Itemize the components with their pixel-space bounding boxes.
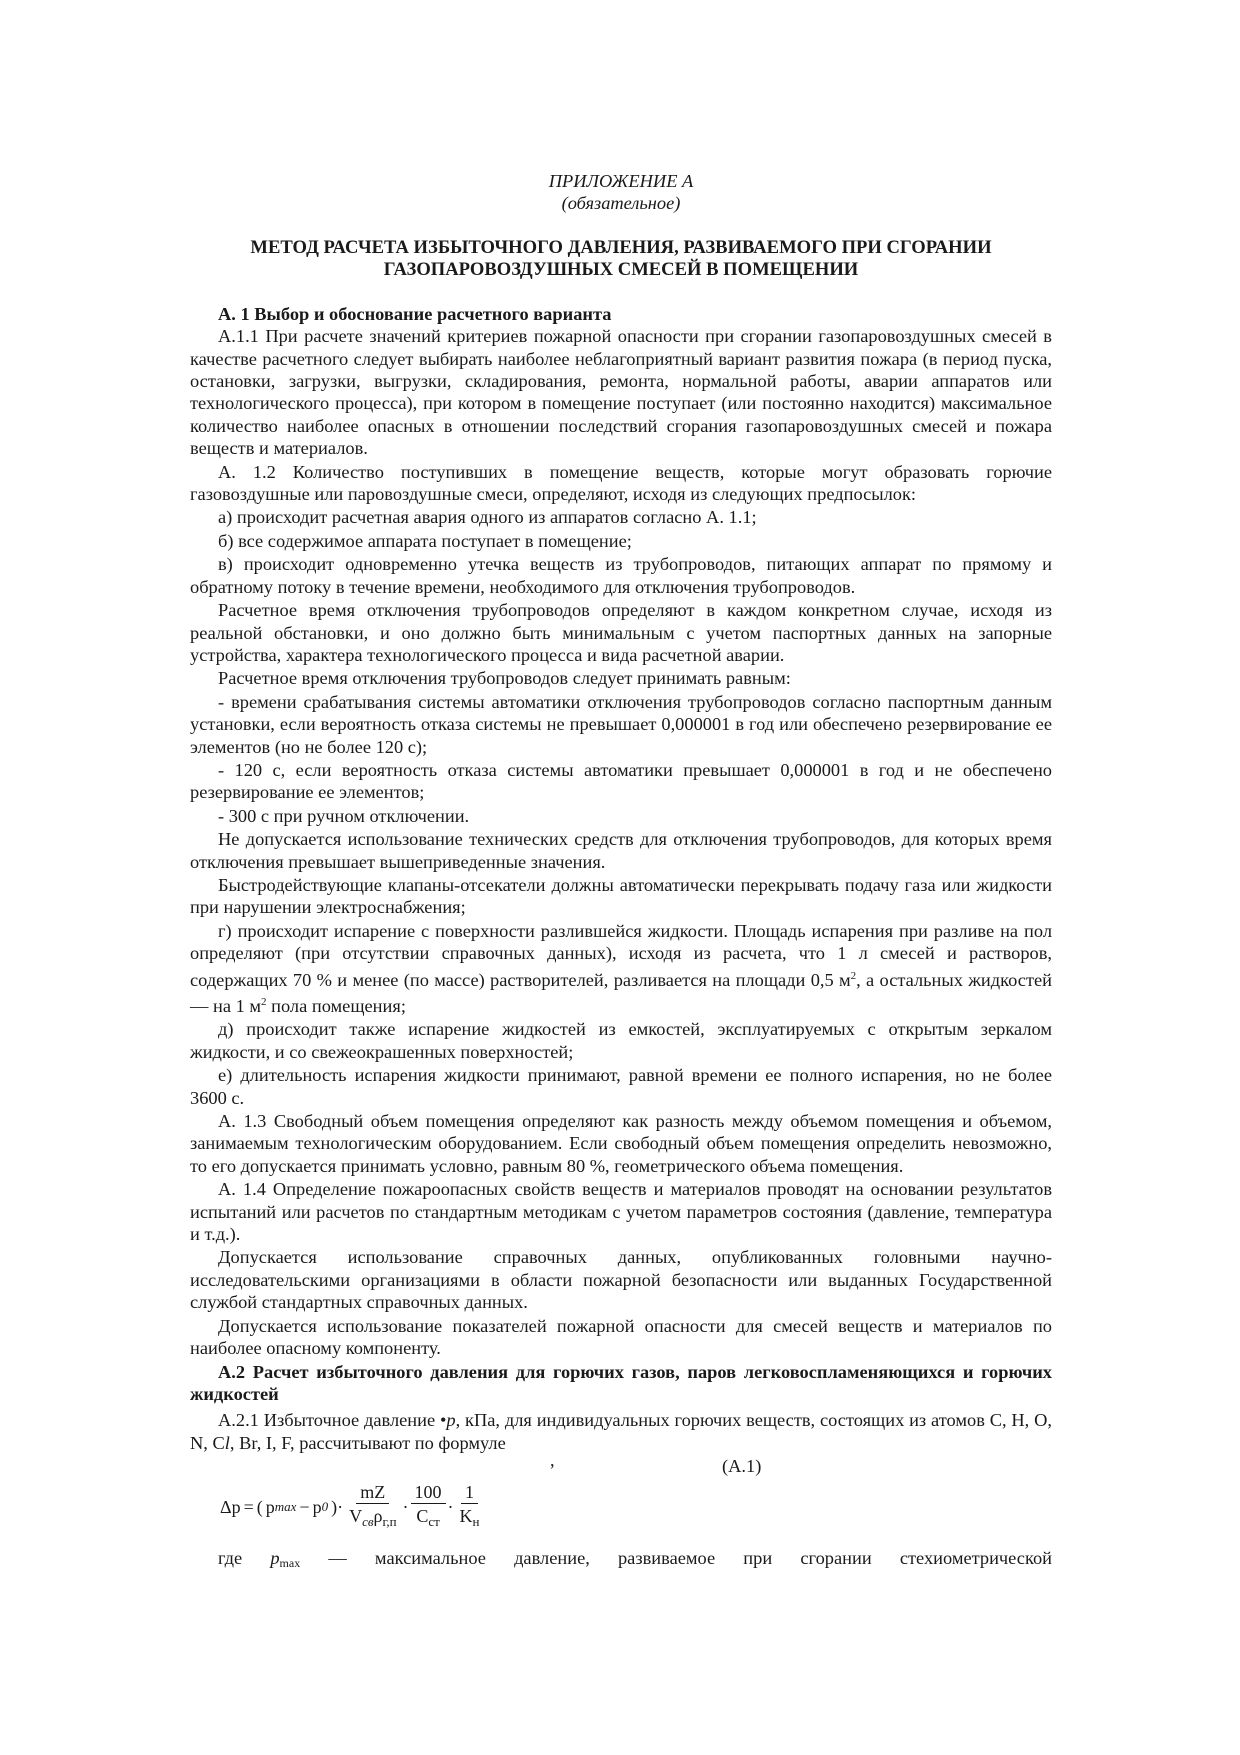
formula-zero: 0 [321,1498,329,1514]
fraction-mz-numerator: mZ [356,1481,389,1504]
paragraph-shutoff-equal: Расчетное время отключения трубопроводов следует принимать равным: [218,668,791,689]
symbol-rho: ρ [373,1505,383,1526]
formula-minus: − [299,1496,310,1517]
fraction-100 [411,1481,446,1534]
fraction-1 [456,1481,484,1534]
paragraph-dash-automatic: - времени срабатывания системы автоматики отключения трубопроводов согласно паспортным данным установки, если вероятность отказа системы не превышает 0,000001 в год или обеспечено резервирование ее элементов (но не более 120 с); [190,691,1052,757]
paragraph-a1-3: А. 1.3 Свободный объем помещения определяют как разность между объемом помещения и объемом, занимаемым технологическим оборудованием. Если свободный объем помещения определить невозможно, то его допускается принимать условно, равным 80 %, геометрического объема помещения. [190,1111,1052,1176]
subscript-st: ст [428,1513,440,1529]
where-subscript-max: max [279,1556,301,1571]
formula-block [190,1450,1052,1547]
symbol-c: C [416,1505,429,1526]
paragraph-reference-data: Допускается использование справочных данных, опубликованных головными научно-исследовательскими организациями в области пожарной безопасности или выданных Государственной службой стандартных справочных данных. [190,1247,1052,1313]
paragraph-dash-300s: - 300 с при ручном отключении. [218,805,470,826]
paragraph-item-g-part2: , а остальных жидкостей — на 1 м [190,969,1052,1016]
paragraph-item-e: е) длительность испарения жидкости принимают, равной времени ее полного испарения, но не более 3600 с. [190,1065,1052,1108]
formula-open-paren: ( [256,1496,263,1517]
symbol-k: K [459,1505,473,1526]
paragraph-mixtures: Допускается использование показателей пожарной опасности для смесей веществ и материалов по наиболее опасному компоненту. [190,1315,1052,1359]
paragraph-dash-120s: - 120 с, если вероятность отказа системы автоматики превышает 0,000001 в год и не обеспечено резервирование ее элементов; [190,759,1052,803]
paragraph-valves: Быстродействующие клапаны-отсекатели должны автоматически перекрывать подачу газа или жидкости при нарушении электроснабжения; [190,874,1052,918]
subscript-sv: св [362,1513,374,1529]
formula-dot-2: · [402,1496,409,1517]
bullet-symbol: • [439,1410,447,1431]
formula-p0: p [312,1496,322,1517]
subscript-n: н [472,1513,480,1529]
paragraph-item-g-part3: пола помещения; [266,996,406,1016]
formula-a1 [220,1477,486,1537]
where-part1: где [218,1548,271,1569]
formula-p: p [265,1496,275,1517]
appendix-title: ПРИЛОЖЕНИЕ А [548,171,694,191]
paragraph-shutoff-time: Расчетное время отключения трубопроводов определяют в каждом конкретном случае, исходя из реальной обстановки, и оно должно быть минимальным с учетом паспортных данных на запорные устройства, характера технологического процесса и вида расчетной аварии. [190,600,1052,665]
where-part2: — максимальное давление, развиваемое при сгорании стехиометрической [300,1548,1053,1569]
fraction-mz-denominator [345,1504,400,1534]
fraction-1-denominator [456,1504,484,1534]
formula-comma: , [550,1450,555,1471]
paragraph-a2-1 [190,1409,1052,1454]
section-a2-heading: А.2 Расчет избыточного давления для горючих газов, паров легковоспламеняющихся и горючих жидкостей [190,1361,1052,1404]
fraction-100-denominator [412,1504,443,1534]
subscript-gp: г,п [382,1513,397,1529]
where-variable-p: p [270,1548,280,1569]
paragraph-item-d: д) происходит также испарение жидкостей из емкостей, эксплуатируемых с открытым зеркалом жидкости, и со свежеокрашенных поверхностей; [190,1019,1052,1062]
paragraph-a1-4: А. 1.4 Определение пожароопасных свойств веществ и материалов проводят на основании результатов испытаний или расчетов по стандартным методикам с учетом параметров состояния (давление, температура и т.д.). [190,1179,1052,1245]
fraction-1-numerator: 1 [461,1481,478,1504]
paragraph-a2-1-part2: , кПа, для индивидуальных горючих веществ, состоящих из атомов С, Н, О, N, C [190,1410,1052,1453]
paragraph-item-b: б) все содержимое аппарата поступает в помещение; [218,530,632,551]
document-page [190,170,1052,1575]
paragraph-not-allowed: Не допускается использование технических средств для отключения трубопроводов, для которых время отключения превышает вышеприведенные значения. [190,829,1052,872]
fraction-mz [345,1481,400,1534]
section-a1-heading: А. 1 Выбор и обоснование расчетного варианта [218,303,612,324]
paragraph-a1-1: А.1.1 При расчете значений критериев пожарной опасности при сгорании газопаровоздушных смесей в качестве расчетного следует выбирать наиболее неблагоприятный вариант развития пожара (в период пуска, остановки, загрузки, выгрузки, складирования, ремонта, нормальной работы, аварии аппаратов или технологического процесса), при котором в помещение поступает (или постоянно находится) максимальное количество наиболее опасных в отношении последствий сгорания газопаровоздушных смесей и пожара веществ и материалов. [190,326,1052,459]
main-heading [190,237,1052,281]
superscript-2-first: 2 [850,969,857,982]
paragraph-a2-1-part3: , Br, I, F, рассчитывают по формуле [229,1432,506,1453]
formula-dot-1: · [337,1496,344,1517]
paragraph-item-g [190,920,1052,1018]
formula-lhs: Δp [220,1496,241,1517]
paragraph-a2-1-part1: А.2.1 Избыточное давление [218,1410,440,1431]
formula-dot-3: · [447,1496,454,1517]
formula-number: (А.1) [722,1456,762,1477]
fraction-100-numerator: 100 [411,1481,446,1504]
appendix-subtitle: (обязательное) [561,193,681,214]
paragraph-where-pmax [190,1547,1052,1574]
formula-equals: = [243,1496,254,1517]
variable-p: p [446,1410,456,1431]
paragraph-item-v: в) происходит одновременно утечка веществ из трубопроводов, питающих аппарат по прямому и обратному потоку в течение времени, необходимого для отключения трубопроводов. [190,554,1052,597]
symbol-v: V [349,1505,363,1526]
main-heading-line1: МЕТОД РАСЧЕТА ИЗБЫТОЧНОГО ДАВЛЕНИЯ, РАЗВИВАЕМОГО ПРИ СГОРАНИИ [250,236,992,258]
formula-max: max [274,1498,297,1514]
paragraph-a1-2: А. 1.2 Количество поступивших в помещение веществ, которые могут образовать горючие газовоздушные или паровоздушные смеси, определяют, исходя из следующих предпосылок: [190,461,1052,505]
paragraph-item-g-part1: г) происходит испарение с поверхности разлившейся жидкости. Площадь испарения при разливе на пол определяют (при отсутствии справочных данных), исходя из расчета, что 1 л смесей и растворов, содержащих 70 % и менее (по массе) растворителей, разливается на площади 0,5 м [190,920,1052,990]
superscript-2-second: 2 [261,996,267,1008]
main-heading-line2: ГАЗОПАРОВОЗДУШНЫХ СМЕСЕЙ В ПОМЕЩЕНИИ [383,258,859,280]
formula-close-paren: ) [331,1496,338,1517]
variable-l: l [224,1432,230,1453]
paragraph-item-a: а) происходит расчетная авария одного из аппаратов согласно А. 1.1; [218,507,757,528]
